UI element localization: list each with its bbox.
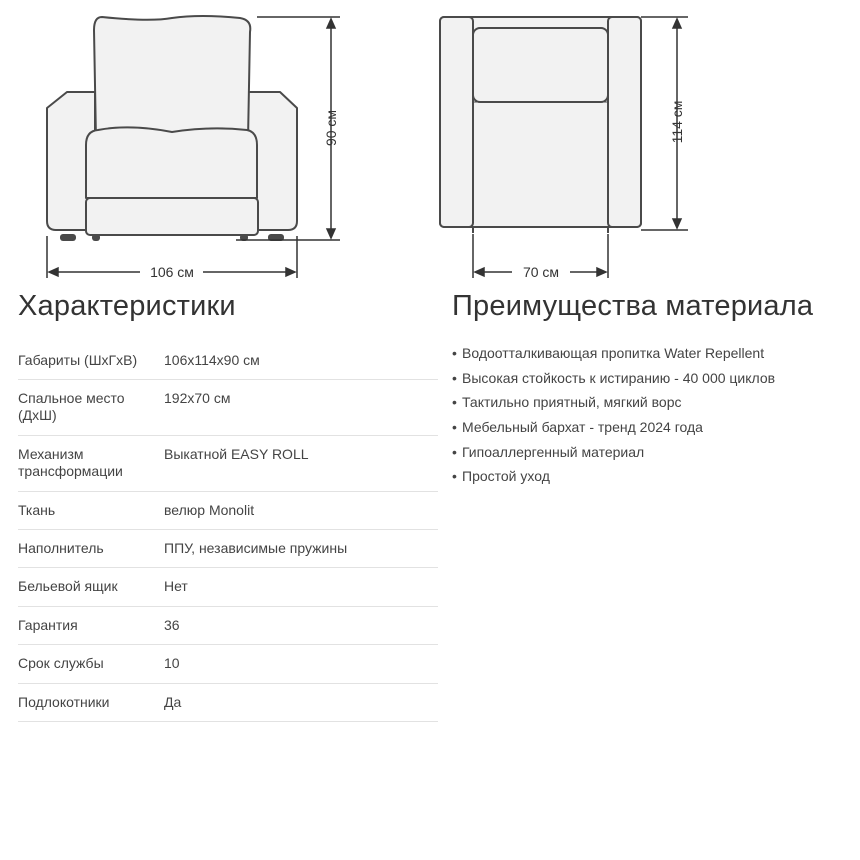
bullet-icon: • (452, 345, 457, 361)
benefit-item (452, 343, 775, 368)
benefit-item (452, 417, 775, 442)
spec-value: Выкатной EASY ROLL (164, 446, 309, 462)
top-view-drawing (430, 0, 710, 290)
front-width-label: 106 см (150, 264, 194, 280)
benefits-title: Преимущества материала (452, 290, 814, 322)
benefit-text: Водоотталкивающая пропитка Water Repellent (462, 345, 765, 361)
spec-row-mechanism (18, 436, 438, 492)
spec-row-fabric (18, 492, 438, 530)
right-armrest (608, 17, 641, 227)
specs-title: Характеристики (18, 290, 236, 322)
benefit-item (452, 442, 775, 467)
benefit-text: Тактильно приятный, мягкий ворс (462, 394, 682, 411)
spec-value: ППУ, независимые пружины (164, 540, 348, 556)
back-cushion (94, 16, 250, 140)
left-armrest (440, 17, 473, 227)
seat-base (86, 198, 258, 235)
spec-value: Да (164, 694, 182, 710)
spec-row-filling (18, 530, 438, 568)
benefit-text: Гипоаллергенный материал (462, 443, 645, 460)
spec-key: Наполнитель (18, 540, 104, 556)
benefit-text: Высокая стойкость к истиранию - 40 000 циклов (462, 369, 776, 386)
benefits-list (452, 343, 775, 491)
benefit-text: Мебельный бархат - тренд 2024 года (462, 419, 703, 436)
benefit-item (452, 466, 775, 491)
spec-row-sleeping-area (18, 380, 438, 436)
spec-key: Подлокотники (18, 694, 110, 710)
spec-key: Бельевой ящик (18, 578, 118, 594)
spec-row-service-life (18, 645, 438, 684)
spec-value: 192х70 см (164, 390, 231, 406)
spec-value: 106х114х90 см (164, 352, 260, 368)
spec-key: Спальное место (ДхШ) (18, 390, 125, 423)
spec-row-warranty (18, 607, 438, 645)
bullet-icon: • (452, 443, 457, 460)
spec-key: Габариты (ШхГхВ) (18, 352, 138, 368)
bullet-icon: • (452, 468, 457, 485)
leg (92, 234, 100, 241)
bullet-icon: • (452, 369, 457, 386)
front-height-label: 90 см (323, 109, 339, 147)
spec-value: Нет (164, 578, 188, 594)
benefit-item (452, 392, 775, 417)
spec-key: Механизм трансформации (18, 446, 123, 479)
top-depth-label: 114 см (669, 100, 685, 144)
front-view-drawing (0, 0, 360, 290)
spec-key: Гарантия (18, 617, 78, 633)
spec-value: 36 (164, 617, 180, 633)
spec-row-storage-box (18, 568, 438, 607)
leg (60, 234, 76, 241)
back-cushion (473, 28, 608, 102)
spec-key: Срок службы (18, 655, 104, 671)
benefit-text: Простой уход (462, 468, 550, 485)
benefit-item (452, 368, 775, 393)
bullet-icon: • (452, 419, 457, 436)
spec-row-dimensions (18, 342, 438, 380)
spec-value: велюр Monolit (164, 502, 255, 518)
bullet-icon: • (452, 394, 457, 411)
seat-cushion (86, 127, 257, 198)
specs-table (18, 342, 438, 722)
spec-key: Ткань (18, 502, 56, 518)
top-width-label: 70 см (522, 264, 560, 280)
spec-value: 10 (164, 655, 180, 671)
spec-row-armrests (18, 684, 438, 722)
